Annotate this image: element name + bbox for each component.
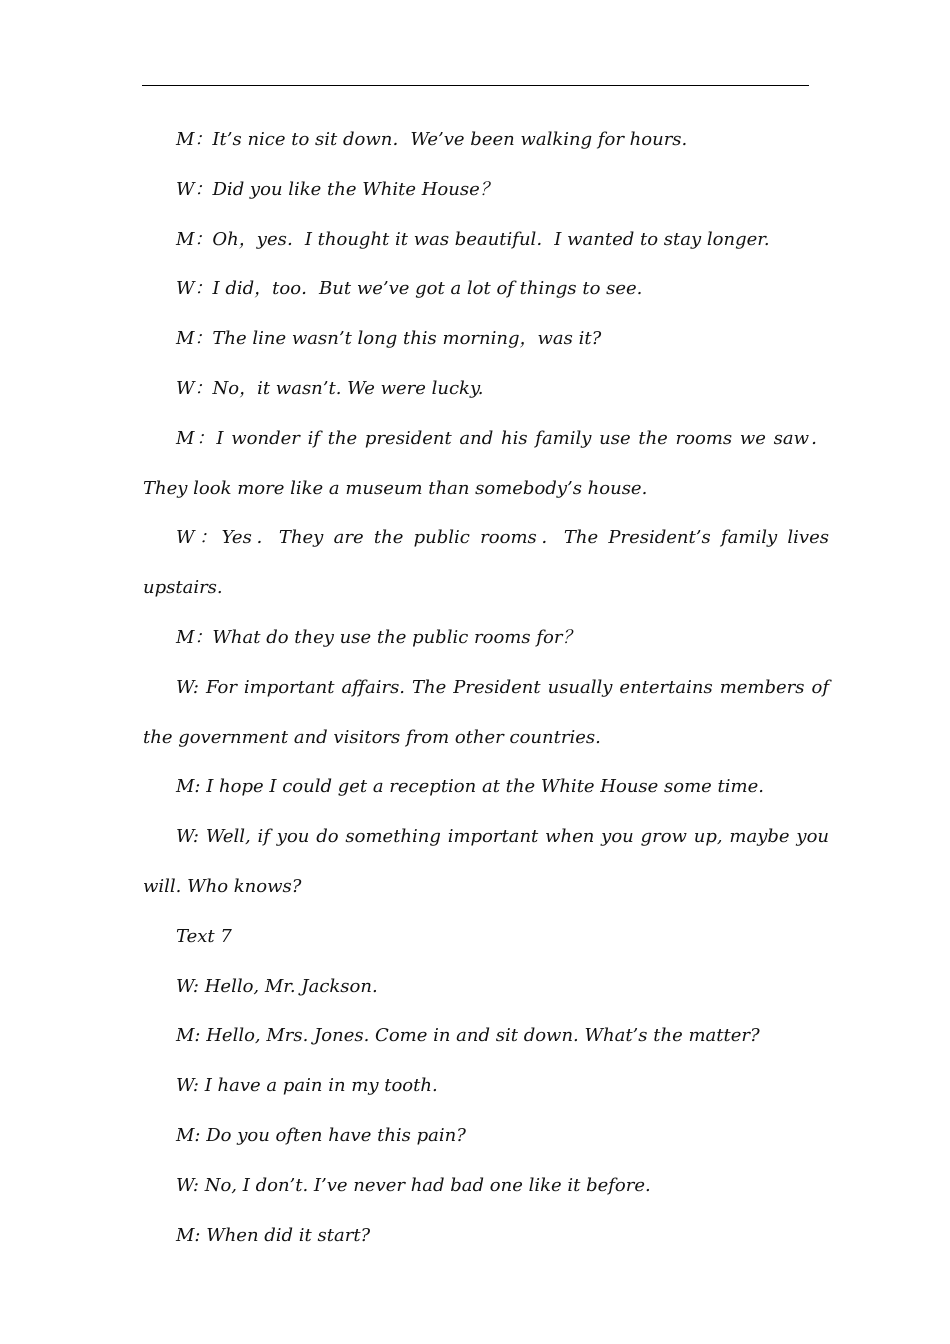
dialogue-line: W: I have a pain in my tooth.: [176, 1075, 438, 1097]
dialogue-line: W：Did you like the White House？: [176, 178, 498, 200]
dialogue-line: W: Hello, Mr. Jackson.: [176, 975, 378, 997]
dialogue-line: M：What do they use the public rooms for？: [176, 626, 581, 648]
header-rule: [142, 85, 809, 86]
dialogue-line: M：Oh，yes．I thought it was beautiful．I wanted to stay longer.: [176, 228, 770, 250]
section-heading: Text 7: [176, 925, 232, 947]
dialogue-line: M：It’s nice to sit down．We’ve been walking for hours.: [176, 129, 688, 150]
dialogue-line: W: Well, if you do something important when you grow up, maybe you will. Who knows?: [143, 826, 829, 897]
dialogue-line: M：The line wasn’t long this morning，was it?: [176, 328, 602, 350]
dialogue-line: W: For important affairs. The President usually entertains members of the government and visitors from other countries.: [143, 676, 829, 748]
dialogue-line: M: Hello, Mrs. Jones. Come in and sit down. What’s the matter?: [176, 1025, 760, 1047]
dialogue-line: W：Yes．They are the public rooms．The President’s family lives upstairs.: [143, 527, 829, 599]
dialogue-text: [143, 115, 829, 1260]
dialogue-line: M: Do you often have this pain?: [176, 1124, 466, 1146]
dialogue-line: M: I hope I could get a reception at the White House some time.: [176, 776, 764, 798]
dialogue-line: M: When did it start?: [176, 1224, 371, 1246]
dialogue-line: M：I wonder if the president and his family use the rooms we saw．They look more like a museum than somebody’s house.: [143, 427, 829, 499]
dialogue-line: W：I did，too．But we’ve got a lot of things to see.: [176, 278, 643, 300]
dialogue-line: W：No，it wasn’t. We were lucky.: [176, 377, 484, 399]
dialogue-line: W: No, I don’t. I’ve never had bad one like it before.: [176, 1174, 651, 1196]
